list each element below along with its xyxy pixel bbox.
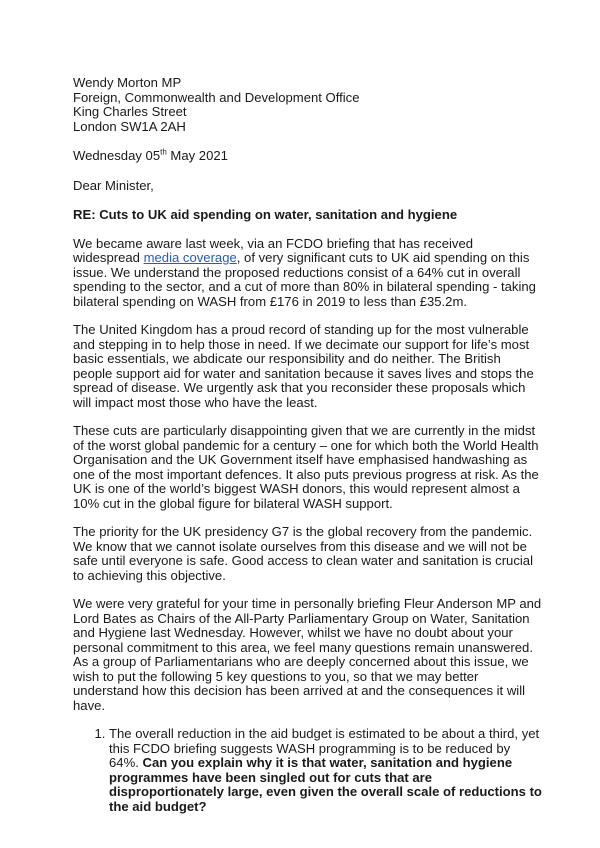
question-bold: Can you explain why it is that water, sanitation and hygiene programmes have been singled out for cuts that are disproportionately large, even given the overall scale of reductions to the aid budget? <box>109 755 542 814</box>
date-suffix: th <box>160 147 167 157</box>
paragraph-3: These cuts are particularly disappointing given that we are currently in the midst of the worst global pandemic for a century – one for which both the World Health Organisation and the UK Government itself have emphasised handwashing as one of the most important defences. It also puts previous progress at risk. As the UK is one of the world’s biggest WASH donors, this would represent almost a 10% cut in the global figure for bilateral WASH support. <box>73 423 539 511</box>
recipient-city: London SW1A 2AH <box>73 118 186 134</box>
recipient-street: King Charles Street <box>73 104 187 119</box>
recipient-address <box>73 76 543 134</box>
paragraph-5: We were very grateful for your time in personally briefing Fleur Anderson MP and Lord Bates as Chairs of the All-Party Parliamentary Group on Water, Sanitation and Hygiene last Wednesday. However, whilst we have no doubt about your personal commitment to this area, we feel many questions remain unanswered. As a group of Parliamentarians who are deeply concerned about this issue, we wish to put the following 5 key questions to you, so that we may better understand how this decision has been arrived at and the consequences it will have. <box>73 596 542 713</box>
media-coverage-link[interactable]: media coverage <box>143 250 237 265</box>
recipient-organisation: Foreign, Commonwealth and Development Office <box>73 89 360 105</box>
questions-list <box>73 727 543 814</box>
paragraph-2: The United Kingdom has a proud record of standing up for the most vulnerable and stepping in to help those in need. If we decimate our support for life’s most basic essentials, we abdicate our responsibility and do neither. The British people support aid for water and sanitation because it saves lives and stops the spread of disease. We urgently ask that you reconsider these proposals which will impact most those who have the least. <box>73 322 534 410</box>
recipient-name: Wendy Morton MP <box>73 75 182 90</box>
question-item: 1. The overall reduction in the aid budget is estimated to be about a third, yet this FCDO briefing suggests WASH programming is to be reduced by 64%. Can you explain why it is that water, sanitation and hygiene programmes have been singled out for cuts that are disproportionately large, even given the overall scale of reductions to the aid budget? <box>109 727 543 814</box>
paragraph-1: We became aware last week, via an FCDO briefing that has received widespread media coverage, of very significant cuts to UK aid spending on this issue. We understand the proposed reductions consist of a 64% cut in overall spending to the sector, and a cut of more than 80% in bilateral spending - taking bilateral spending on WASH from £176 in 2019 to less than £35.2m. <box>73 235 536 309</box>
date-month-year: May 2021 <box>166 148 228 163</box>
date-day: Wednesday 05 <box>73 148 161 163</box>
letter-body <box>73 76 543 814</box>
salutation: Dear Minister, <box>73 177 154 193</box>
paragraph-4: The priority for the UK presidency G7 is the global recovery from the pandemic. We know that we cannot isolate ourselves from this disease and we will not be safe until everyone is safe. Good access to clean water and sanitation is crucial to achieving this objective. <box>73 524 533 583</box>
subject-line: RE: Cuts to UK aid spending on water, sanitation and hygiene <box>73 207 458 222</box>
letter-date <box>73 149 543 164</box>
